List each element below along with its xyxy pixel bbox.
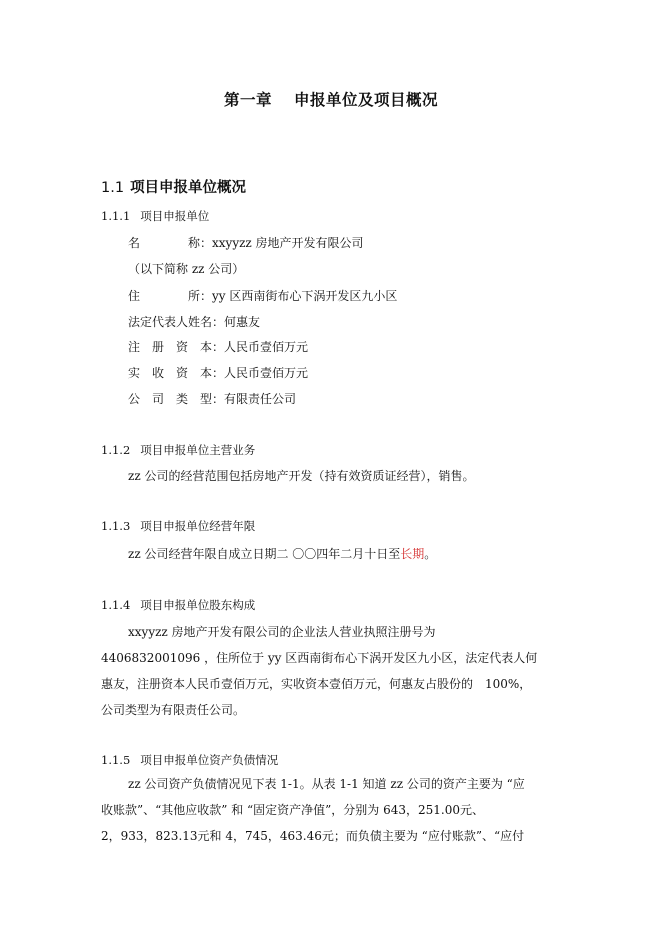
- subsection-number: 1.1.3: [101, 519, 131, 533]
- shareholder-paragraph-line: 4406832001096 ，住所位于 yy 区西南街布心下涡开发区九小区，法定代表人何: [101, 651, 538, 665]
- registered-capital-line: 注 册 资 本：人民币壹佰万元: [128, 340, 309, 354]
- subsection-number: 1.1.4: [101, 598, 131, 612]
- subsection-heading-1-1-5: [101, 752, 278, 768]
- shareholder-paragraph-line: xxyyzz 房地产开发有限公司的企业法人营业执照注册号为: [128, 625, 436, 639]
- subsection-heading-1-1-3: [101, 518, 255, 534]
- operating-term-text: [128, 545, 436, 562]
- section-title: 项目申报单位概况: [130, 180, 247, 196]
- subsection-title: 项目申报单位: [140, 209, 210, 223]
- subsection-title: 项目申报单位经营年限: [140, 519, 256, 533]
- assets-paragraph-line: 2，933，823.13元和 4，745，463.46元；而负债主要为 “应付账款”、“应付: [101, 829, 525, 843]
- section-heading: [101, 176, 246, 197]
- legal-representative-line: 法定代表人姓名：何惠友: [128, 315, 261, 329]
- chapter-title: 第一章 申报单位及项目概况: [224, 91, 438, 109]
- abbreviation-line: （以下简称 zz 公司）: [128, 262, 245, 276]
- assets-paragraph-line: 收账款”、“其他应收款” 和 “固定资产净值”，分别为 643，251.00元、: [101, 803, 485, 817]
- subsection-heading-1-1-4: [101, 597, 255, 613]
- subsection-title: 项目申报单位资产负债情况: [140, 753, 279, 767]
- subsection-heading-1-1-2: [101, 442, 255, 458]
- shareholder-paragraph-line: 惠友，注册资本人民币壹佰万元，实收资本壹佰万元，何惠友占股份的 100%，: [101, 677, 532, 691]
- business-scope-text: zz 公司的经营范围包括房地产开发（持有效资质证经营），销售。: [128, 469, 475, 483]
- operating-term-highlight: 长期: [400, 547, 425, 561]
- subsection-heading-1-1-1: [101, 208, 209, 224]
- assets-paragraph-line: zz 公司资产负债情况见下表 1-1。从表 1-1 知道 zz 公司的资产主要为 “应: [128, 777, 525, 791]
- paid-capital-line: 实 收 资 本：人民币壹佰万元: [128, 366, 309, 380]
- subsection-number: 1.1.2: [101, 443, 131, 457]
- address-line: 住 所：yy 区西南街布心下涡开发区九小区: [128, 289, 398, 303]
- subsection-title: 项目申报单位主营业务: [140, 443, 256, 457]
- operating-term-prefix: zz 公司经营年限自成立日期二 〇〇四年二月十日至: [128, 547, 401, 561]
- subsection-number: 1.1.5: [101, 753, 131, 767]
- subsection-title: 项目申报单位股东构成: [140, 598, 256, 612]
- company-name-line: 名 称：xxyyzz 房地产开发有限公司: [128, 236, 364, 250]
- operating-term-suffix: 。: [424, 547, 437, 561]
- subsection-number: 1.1.1: [101, 209, 131, 223]
- company-type-line: 公 司 类 型：有限责任公司: [128, 392, 297, 406]
- section-number: 1.1: [101, 180, 125, 196]
- shareholder-paragraph-line: 公司类型为有限责任公司。: [101, 703, 246, 717]
